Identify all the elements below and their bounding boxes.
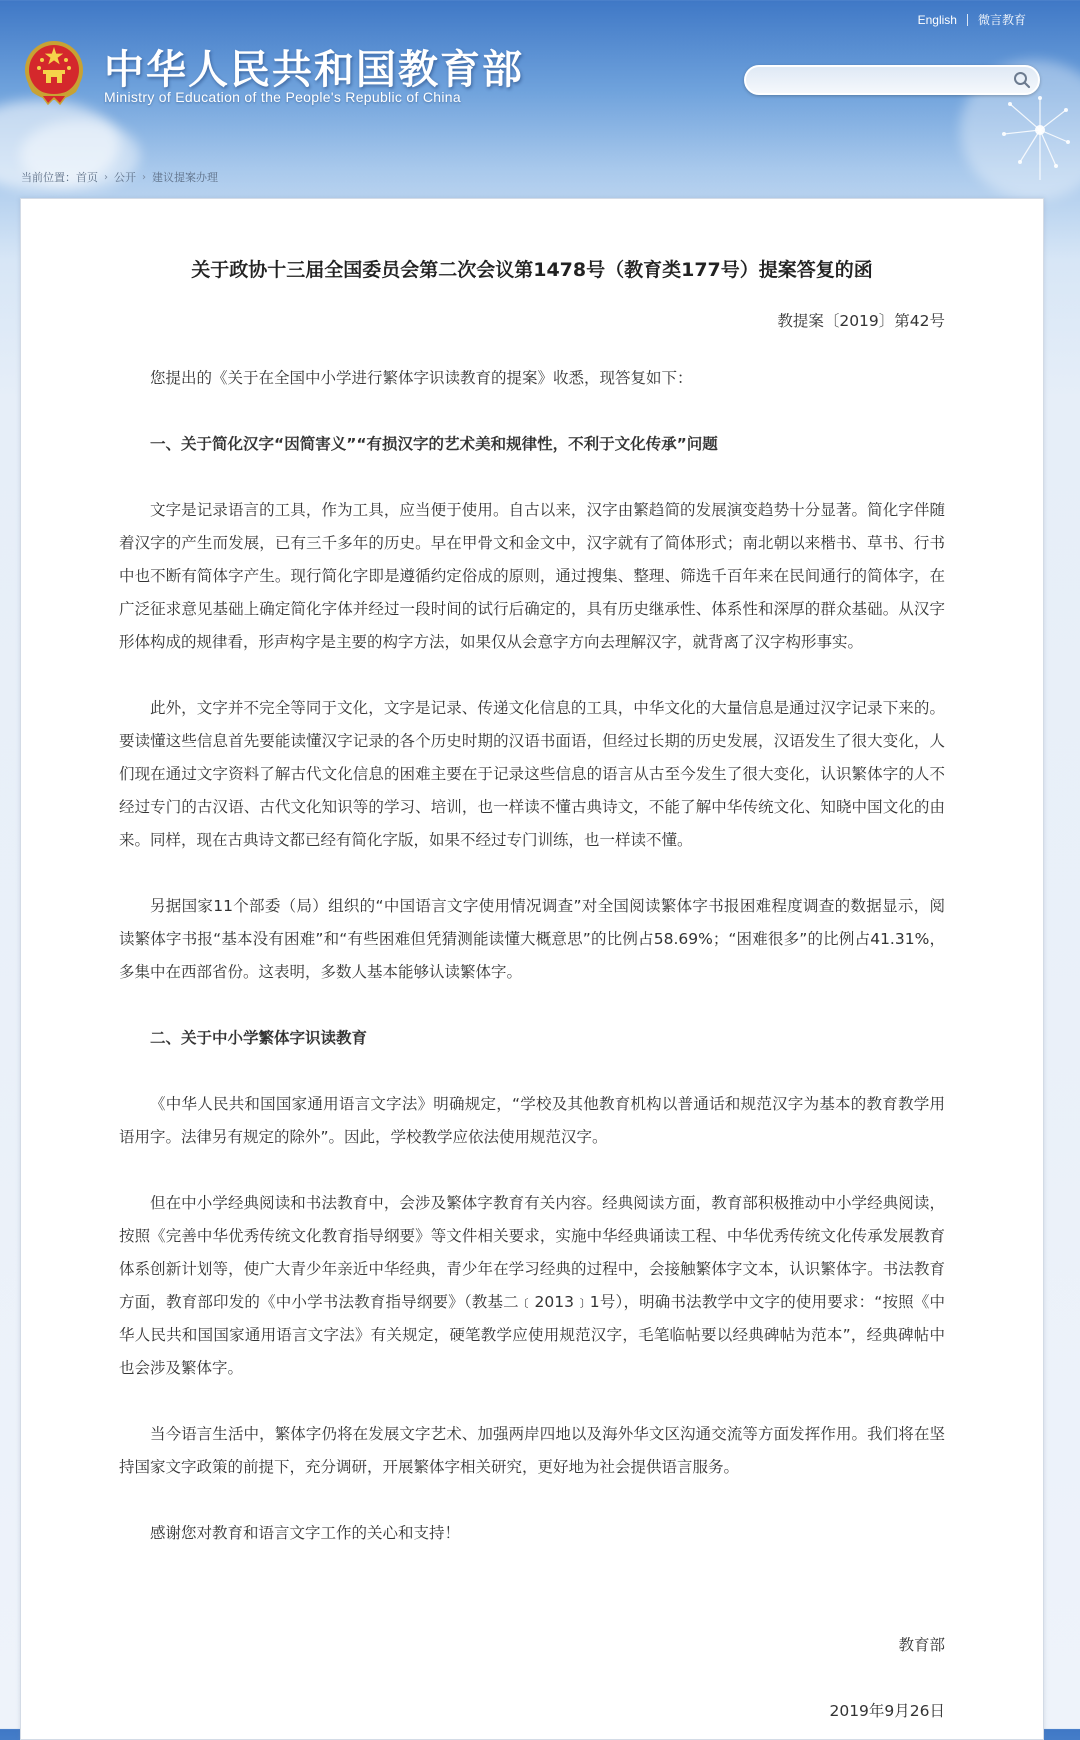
section-heading-1: 一、关于简化汉字“因简害义”“有损汉字的艺术美和规律性，不利于文化传承”问题 bbox=[150, 435, 718, 453]
paragraph-closing: 感谢您对教育和语言文字工作的关心和支持！ bbox=[150, 1524, 461, 1542]
signature-date: 2019年9月26日 bbox=[829, 1702, 945, 1720]
section-heading-2: 二、关于中小学繁体字识读教育 bbox=[150, 1029, 368, 1047]
chevron-right-icon: › bbox=[104, 171, 108, 183]
document-body bbox=[119, 329, 945, 1583]
document-number: 教提案〔2019〕第42号 bbox=[777, 312, 945, 330]
site-subtitle: Ministry of Education of the People's Republic of China bbox=[104, 89, 461, 105]
paragraph: 但在中小学经典阅读和书法教育中，会涉及繁体字教育有关内容。经典阅读方面，教育部积极推动中小学经典阅读，按照《完善中华优秀传统文化教育指导纲要》等文件相关要求，实施中华经典诵读工程、中华优秀传统文化传承发展教育体系创新计划等，使广大青少年亲近中华经典，青少年在学习经典的过程中，会接触繁体字文本，认识繁体字。书法教育方面，教育部印发的《中小学书法教育指导纲要》（教基二﹝2013﹞1号），明确书法教学中文字的使用要求：“按照《中华人民共和国国家通用语言文字法》有关规定，硬笔教学应使用规范汉字，毛笔临帖要以经典碑帖为范本”，经典碑帖中也会涉及繁体字。 bbox=[119, 1194, 945, 1377]
top-links bbox=[918, 11, 1026, 28]
search-icon[interactable] bbox=[1012, 70, 1032, 90]
breadcrumb-item-public[interactable]: 公开 bbox=[114, 171, 136, 184]
link-divider bbox=[967, 14, 968, 26]
paragraph: 《中华人民共和国国家通用语言文字法》明确规定，“学校及其他教育机构以普通话和规范汉字为基本的教育教学用语用字。法律另有规定的除外”。因此，学校教学应依法使用规范汉字。 bbox=[119, 1095, 945, 1146]
paragraph: 当今语言生活中，繁体字仍将在发展文字艺术、加强两岸四地以及海外华文区沟通交流等方面发挥作用。我们将在坚持国家文字政策的前提下，充分调研，开展繁体字相关研究，更好地为社会提供语言服务。 bbox=[119, 1425, 945, 1476]
paragraph: 此外，文字并不完全等同于文化，文字是记录、传递文化信息的工具，中华文化的大量信息是通过汉字记录下来的。要读懂这些信息首先要能读懂汉字记录的各个历史时期的汉语书面语，但经过长期的历史发展，汉语发生了很大变化，人们现在通过文字资料了解古代文化信息的困难主要在于记录这些信息的语言从古至今发生了很大变化，认识繁体字的人不经过专门的古汉语、古代文化知识等的学习、培训，也一样读不懂古典诗文，不能了解中华传统文化、知晓中国文化的由来。同样，现在古典诗文都已经有简化字版，如果不经过专门训练，也一样读不懂。 bbox=[119, 699, 945, 849]
signature: 教育部 bbox=[898, 1636, 945, 1654]
breadcrumb bbox=[21, 169, 218, 185]
document-panel bbox=[20, 198, 1044, 1740]
breadcrumb-prefix: 当前位置： bbox=[21, 171, 76, 184]
english-link[interactable]: English bbox=[917, 12, 957, 27]
chevron-right-icon: › bbox=[142, 171, 146, 183]
dandelion-decoration-icon bbox=[980, 90, 1070, 180]
paragraph: 另据国家11个部委（局）组织的“中国语言文字使用情况调查”对全国阅读繁体字书报困难程度调查的数据显示，阅读繁体字书报“基本没有困难”和“有些困难但凭猜测能读懂大概意思”的比例占58.69%；“困难很多”的比例占41.31%，多集中在西部省份。这表明，多数人基本能够认读繁体字。 bbox=[119, 897, 945, 981]
weibo-link[interactable]: 微言教育 bbox=[977, 13, 1026, 27]
search-box bbox=[744, 65, 1040, 95]
breadcrumb-item-home[interactable]: 首页 bbox=[76, 171, 98, 184]
search-input[interactable] bbox=[760, 70, 1004, 92]
paragraph: 文字是记录语言的工具，作为工具，应当便于使用。自古以来，汉字由繁趋简的发展演变趋势十分显著。简化字伴随着汉字的产生而发展，已有三千多年的历史。早在甲骨文和金文中，汉字就有了简体形式；南北朝以来楷书、草书、行书中也不断有简体字产生。现行简化字即是遵循约定俗成的原则，通过搜集、整理、筛选千百年来在民间通行的简体字，在广泛征求意见基础上确定简化字体并经过一段时间的试行后确定的，具有历史继承性、体系性和深厚的群众基础。从汉字形体构成的规律看，形声构字是主要的构字方法，如果仅从会意字方向去理解汉字，就背离了汉字构形事实。 bbox=[119, 501, 945, 651]
site-header bbox=[0, 0, 1080, 200]
paragraph-intro: 您提出的《关于在全国中小学进行繁体字识读教育的提案》收悉，现答复如下： bbox=[150, 369, 693, 387]
site-title[interactable]: 中华人民共和国教育部 bbox=[104, 46, 524, 93]
national-emblem-icon[interactable] bbox=[22, 38, 86, 106]
breadcrumb-item-proposals[interactable]: 建议提案办理 bbox=[152, 171, 218, 184]
document-title: 关于政协十三届全国委员会第二次会议第1478号（教育类177号）提案答复的函 bbox=[191, 259, 873, 281]
